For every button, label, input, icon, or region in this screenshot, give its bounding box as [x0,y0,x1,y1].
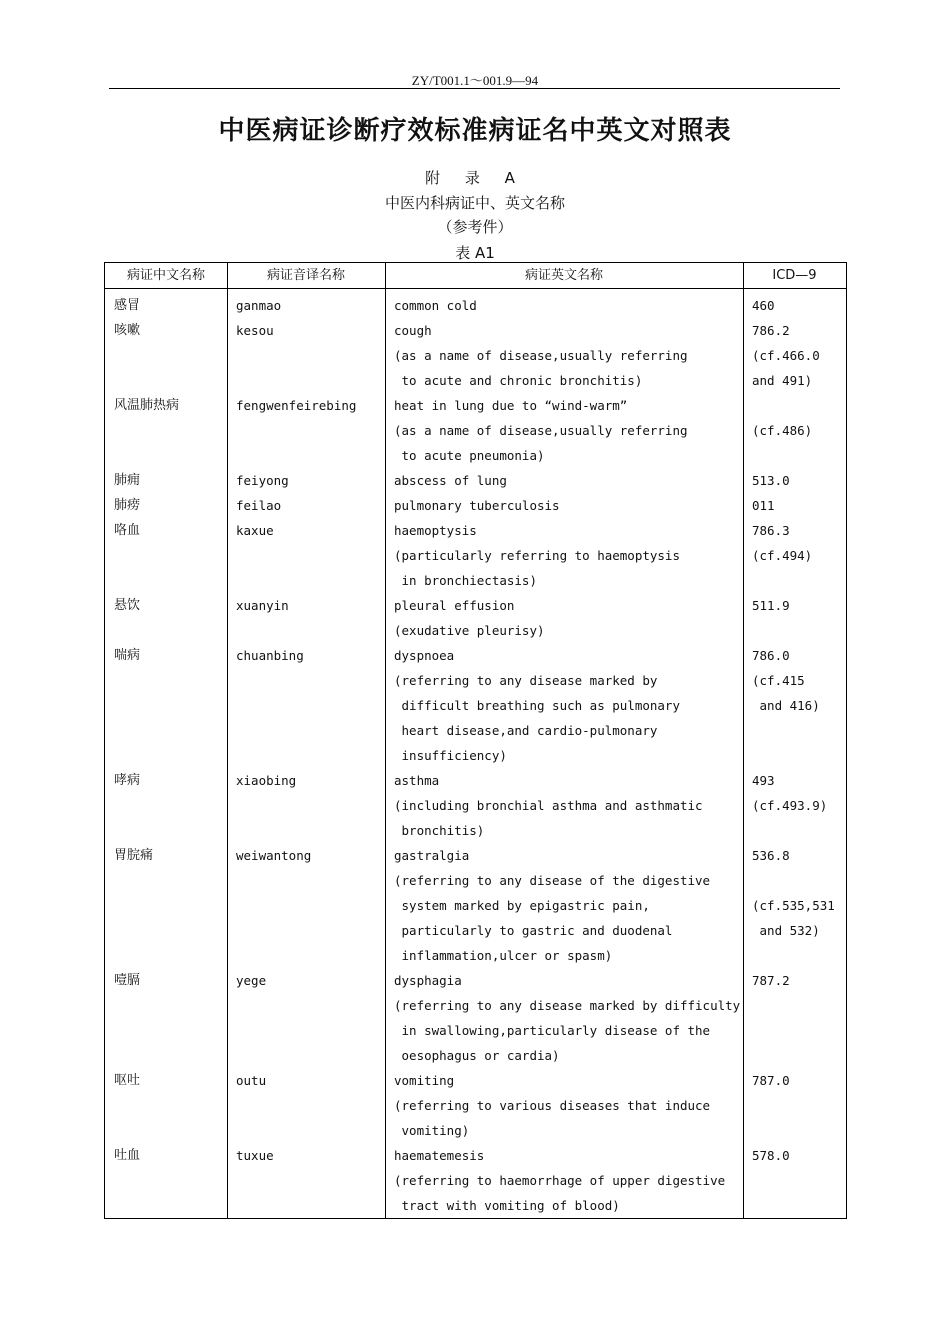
cell-english-name [385,968,743,1068]
cell-icd-code [743,593,846,643]
cell-line: 肺痈 [114,473,141,488]
cell-line: gastralgia [394,848,470,863]
table-row [105,393,846,468]
cell-line: vomiting) [394,1123,470,1138]
appendix-heading: 附 录 A [425,169,525,187]
cell-line: particularly to gastric and duodenal [394,923,673,938]
cell-icd-code [743,518,846,593]
cell-line [236,718,385,743]
cell-line: 肺痨 [114,498,141,513]
table-row [105,968,846,1068]
cell-line [236,1118,385,1143]
cell-line [114,1193,227,1218]
cell-line: 536.8 [752,848,790,863]
table-body [105,293,846,1218]
cell-line [752,393,846,418]
cell-pinyin-name [227,1068,385,1143]
cell-line: kaxue [236,523,274,538]
cell-line [114,868,227,893]
cell-pinyin-name [227,493,385,518]
cell-line: (referring to any disease of the digestive [394,873,711,888]
cell-line [236,668,385,693]
cell-line: and 491) [752,373,813,388]
cell-line: tuxue [236,1148,274,1163]
cell-line: 786.3 [752,523,790,538]
cell-line: 786.0 [752,648,790,663]
cell-pinyin-name [227,1143,385,1218]
cell-line: (exudative pleurisy) [394,623,545,638]
cell-line: abscess of lung [394,473,507,488]
cell-line [114,443,227,468]
cell-line: 哮病 [114,773,141,788]
cell-english-name [385,518,743,593]
cell-line: 感冒 [114,298,141,313]
cell-line [114,793,227,818]
cell-icd-code [743,643,846,768]
cell-line: weiwantong [236,848,312,863]
cell-line: kesou [236,323,274,338]
column-header-chinese-name: 病证中文名称 [126,268,205,283]
table-row [105,768,846,843]
cell-line [114,668,227,693]
cell-line [236,443,385,468]
cell-line: 风温肺热病 [114,398,180,413]
cell-line: difficult breathing such as pulmonary [394,698,680,713]
cell-line [114,568,227,593]
cell-icd-code [743,318,846,393]
cell-line: tract with vomiting of blood) [394,1198,620,1213]
cell-line: haematemesis [394,1148,485,1163]
cell-line: ganmao [236,298,282,313]
cell-chinese-name [105,968,227,1068]
cell-icd-code [743,968,846,1068]
cell-line [752,743,846,768]
cell-pinyin-name [227,968,385,1068]
cell-line: and 532) [752,923,820,938]
cell-pinyin-name [227,468,385,493]
cell-line: 787.0 [752,1073,790,1088]
cell-line: (cf.415 [752,673,805,688]
cell-english-name [385,393,743,468]
section-heading: 中医内科病证中、英文名称 [384,194,565,212]
cell-chinese-name [105,518,227,593]
cell-line: outu [236,1073,267,1088]
cell-line: 吐血 [114,1148,141,1163]
cell-line [236,343,385,368]
column-header-english-name: 病证英文名称 [524,268,603,283]
cell-line: bronchitis) [394,823,485,838]
cell-line [236,1043,385,1068]
cell-line [752,818,846,843]
cell-line: 咯血 [114,523,141,538]
cell-line [114,543,227,568]
cell-line [236,893,385,918]
cell-line: (cf.494) [752,548,813,563]
cell-line: chuanbing [236,648,304,663]
document-code: ZY/T001.1～001.9—94 [411,73,539,88]
cell-line [236,868,385,893]
cell-pinyin-name [227,518,385,593]
cell-pinyin-name [227,293,385,318]
cell-line [236,793,385,818]
cell-pinyin-name [227,593,385,643]
terms-table [104,262,847,1219]
cell-line [752,1043,846,1068]
cell-line: (referring to any disease marked by [394,673,658,688]
cell-line [752,1018,846,1043]
cell-chinese-name [105,393,227,468]
cell-line: 011 [752,498,775,513]
cell-line [236,1193,385,1218]
cell-line: 493 [752,773,775,788]
column-header-pinyin-name: 病证音译名称 [266,268,345,283]
cell-english-name [385,768,743,843]
cell-line: common cold [394,298,477,313]
cell-line: dyspnoea [394,648,455,663]
cell-line [114,1118,227,1143]
cell-line [236,568,385,593]
cell-line [752,1093,846,1118]
cell-line [752,1118,846,1143]
table-row [105,1143,846,1218]
table-row [105,843,846,968]
cell-english-name [385,593,743,643]
cell-icd-code [743,1068,846,1143]
cell-line: haemoptysis [394,523,477,538]
cell-line: heart disease,and cardio-pulmonary [394,723,658,738]
cell-chinese-name [105,593,227,643]
cell-english-name [385,643,743,768]
cell-line [236,368,385,393]
cell-pinyin-name [227,768,385,843]
cell-line: feiyong [236,473,289,488]
cell-line: (cf.466.0 [752,348,820,363]
cell-line [236,993,385,1018]
cell-chinese-name [105,468,227,493]
cell-line [236,1168,385,1193]
cell-line: (particularly referring to haemoptysis [394,548,680,563]
cell-english-name [385,1068,743,1143]
cell-line: heat in lung due to “wind-warm” [394,398,628,413]
cell-line: vomiting [394,1073,455,1088]
cell-line [114,368,227,393]
cell-icd-code [743,843,846,968]
cell-line [752,568,846,593]
cell-line: (as a name of disease,usually referring [394,423,688,438]
header-divider [105,288,846,289]
table-row [105,518,846,593]
cell-chinese-name [105,643,227,768]
cell-chinese-name [105,768,227,843]
cell-pinyin-name [227,318,385,393]
table-row [105,318,846,393]
cell-line [114,1093,227,1118]
table-row [105,1068,846,1143]
cell-english-name [385,843,743,968]
cell-line [114,743,227,768]
cell-line: in swallowing,particularly disease of the [394,1023,711,1038]
cell-english-name [385,1143,743,1218]
table-row [105,493,846,518]
cell-line: fengwenfeirebing [236,398,357,413]
cell-chinese-name [105,493,227,518]
cell-line: 喘病 [114,648,141,663]
cell-line [752,943,846,968]
cell-line: 513.0 [752,473,790,488]
cell-line: 噎膈 [114,973,141,988]
cell-line: inflammation,ulcer or spasm) [394,948,613,963]
cell-icd-code [743,393,846,468]
cell-line: asthma [394,773,440,788]
cell-icd-code [743,293,846,318]
cell-line: xiaobing [236,773,297,788]
cell-chinese-name [105,293,227,318]
cell-line [114,618,227,643]
cell-line [236,743,385,768]
cell-line: (referring to any disease marked by difficulty [394,998,741,1013]
cell-line [114,918,227,943]
cell-line [236,618,385,643]
cell-line: 786.2 [752,323,790,338]
cell-icd-code [743,468,846,493]
cell-line [114,1168,227,1193]
cell-line [752,443,846,468]
cell-line: feilao [236,498,282,513]
cell-line [114,418,227,443]
cell-line: (cf.535,531 [752,898,835,913]
cell-line [114,718,227,743]
reference-note: （参考件） [437,218,513,236]
cell-line: (cf.493.9) [752,798,828,813]
cell-line [114,1018,227,1043]
cell-line [114,993,227,1018]
cell-line: to acute and chronic bronchitis) [394,373,643,388]
cell-pinyin-name [227,393,385,468]
cell-line: yege [236,973,267,988]
cell-line: cough [394,323,432,338]
cell-line: (as a name of disease,usually referring [394,348,688,363]
cell-line [752,993,846,1018]
table-row [105,593,846,643]
cell-line: to acute pneumonia) [394,448,545,463]
cell-line: 胃脘痛 [114,848,154,863]
cell-line: 呕吐 [114,1073,141,1088]
cell-line: pulmonary tuberculosis [394,498,560,513]
cell-english-name [385,468,743,493]
cell-line: and 416) [752,698,820,713]
cell-line: 悬饮 [114,598,141,613]
header-rule [109,88,840,89]
cell-line [752,868,846,893]
table-row [105,468,846,493]
cell-line [752,618,846,643]
cell-line [236,693,385,718]
cell-icd-code [743,1143,846,1218]
column-header-icd: ICD—9 [772,268,817,283]
cell-line [114,818,227,843]
cell-line: pleural effusion [394,598,515,613]
cell-line: 460 [752,298,775,313]
cell-line: insufficiency) [394,748,507,763]
cell-chinese-name [105,1143,227,1218]
cell-line [114,893,227,918]
cell-line [236,1018,385,1043]
cell-line: dysphagia [394,973,462,988]
cell-line: xuanyin [236,598,289,613]
cell-line: in bronchiectasis) [394,573,537,588]
cell-line: (cf.486) [752,423,813,438]
cell-line [236,943,385,968]
cell-line: system marked by epigastric pain, [394,898,650,913]
cell-line: 578.0 [752,1148,790,1163]
cell-line [236,1093,385,1118]
cell-line [752,1193,846,1218]
cell-line [236,543,385,568]
cell-line [752,1168,846,1193]
table-label: 表 A1 [455,244,495,262]
cell-english-name [385,318,743,393]
cell-line [114,343,227,368]
cell-line [236,818,385,843]
cell-icd-code [743,493,846,518]
cell-line: (including bronchial asthma and asthmatic [394,798,703,813]
cell-line [752,718,846,743]
table-row [105,643,846,768]
cell-chinese-name [105,843,227,968]
cell-line: (referring to various diseases that induce [394,1098,711,1113]
table-row [105,293,846,318]
cell-line: oesophagus or cardia) [394,1048,560,1063]
cell-chinese-name [105,1068,227,1143]
cell-english-name [385,493,743,518]
cell-line: 511.9 [752,598,790,613]
cell-chinese-name [105,318,227,393]
cell-line [236,918,385,943]
cell-pinyin-name [227,643,385,768]
cell-english-name [385,293,743,318]
cell-line: 咳嗽 [114,323,141,338]
cell-line [114,1043,227,1068]
cell-line [114,943,227,968]
cell-line [114,693,227,718]
page-title: 中医病证诊断疗效标准病证名中英文对照表 [218,116,732,146]
cell-line [236,418,385,443]
cell-line: (referring to haemorrhage of upper digestive [394,1173,726,1188]
cell-icd-code [743,768,846,843]
cell-pinyin-name [227,843,385,968]
cell-line: 787.2 [752,973,790,988]
